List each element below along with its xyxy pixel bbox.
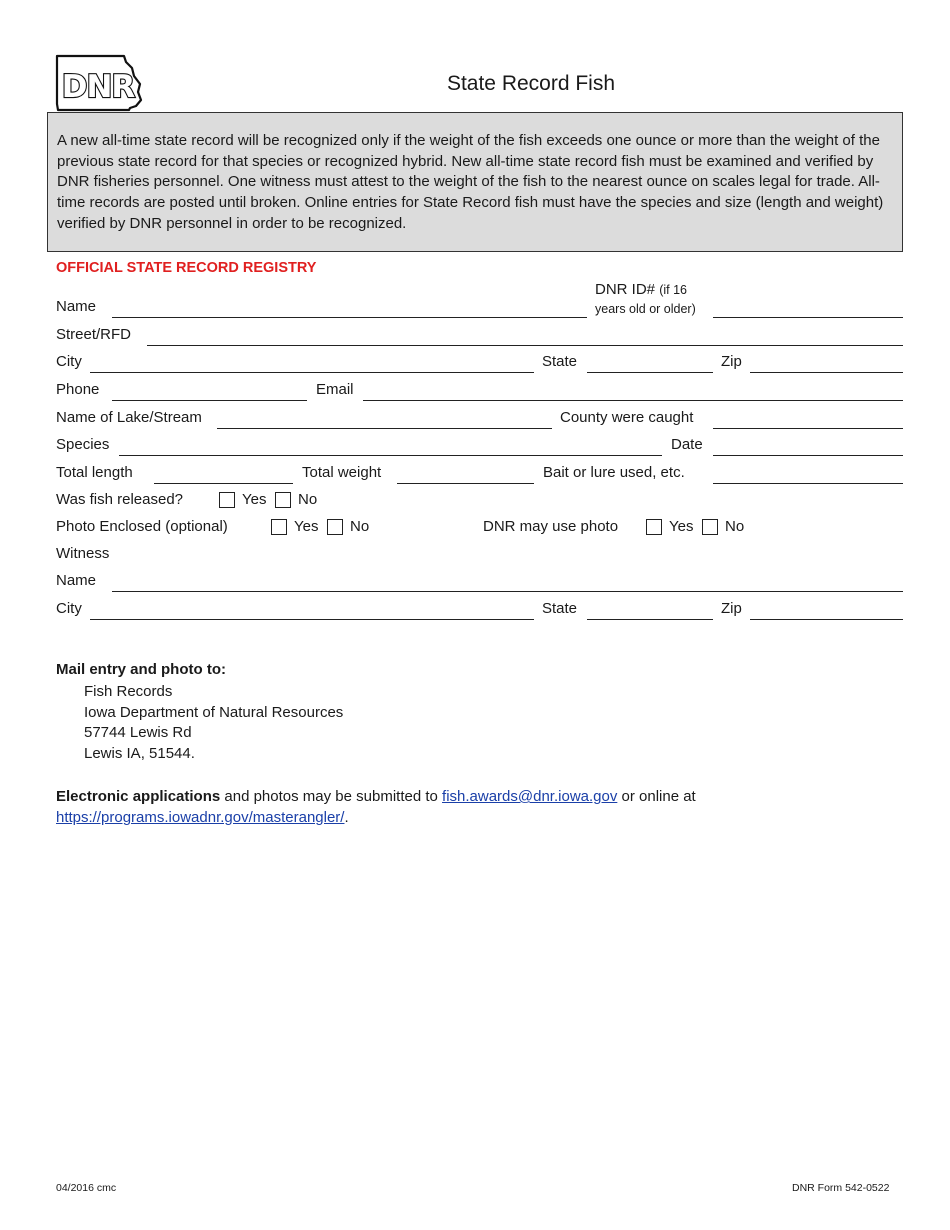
electronic-applications: Electronic applications and photos may be submitted to fish.awards@dnr.iowa.gov or online at https://programs.iowadnr.gov/masterangler/. [56, 788, 696, 826]
name-label: Name [56, 298, 97, 315]
released-yes-label: Yes [242, 491, 267, 508]
state-field[interactable] [587, 372, 713, 373]
dnr-use-photo-no-checkbox[interactable] [702, 519, 718, 535]
county-field[interactable] [713, 428, 903, 429]
mail-address-line: 57744 Lewis Rd [84, 724, 192, 741]
dnr-use-photo-no-label: No [725, 518, 745, 535]
street-label: Street/RFD [56, 326, 132, 343]
witness-zip-field[interactable] [750, 619, 903, 620]
zip-field[interactable] [750, 372, 903, 373]
bait-label: Bait or lure used, etc. [543, 464, 685, 481]
bait-field[interactable] [713, 483, 903, 484]
witness-city-field[interactable] [90, 619, 534, 620]
species-label: Species [56, 436, 110, 453]
dnr-id-field[interactable] [713, 317, 903, 318]
dnr-use-photo-label: DNR may use photo [483, 518, 619, 535]
released-no-label: No [298, 491, 318, 508]
photo-enclosed-no-label: No [350, 518, 370, 535]
mail-address-line: Fish Records [84, 683, 173, 700]
photo-enclosed-no-checkbox[interactable] [327, 519, 343, 535]
email-link[interactable]: fish.awards@dnr.iowa.gov [442, 788, 618, 805]
online-link[interactable]: https://programs.iowadnr.gov/masterangler/ [56, 809, 345, 826]
witness-heading: Witness [56, 545, 110, 562]
released-yes-checkbox[interactable] [219, 492, 235, 508]
registry-heading: OFFICIAL STATE RECORD REGISTRY [56, 260, 317, 276]
footer-form-number: DNR Form 542-0522 [792, 1182, 890, 1194]
mail-address-line: Iowa Department of Natural Resources [84, 704, 344, 721]
witness-state-label: State [542, 600, 578, 617]
mail-heading: Mail entry and photo to: [56, 661, 226, 678]
email-field[interactable] [363, 400, 903, 401]
total-length-field[interactable] [154, 483, 293, 484]
lake-field[interactable] [217, 428, 552, 429]
total-length-label: Total length [56, 464, 133, 481]
photo-enclosed-yes-label: Yes [294, 518, 319, 535]
name-field[interactable] [112, 317, 587, 318]
released-label: Was fish released? [56, 491, 184, 508]
released-no-checkbox[interactable] [275, 492, 291, 508]
email-label: Email [316, 381, 354, 398]
dnr-use-photo-yes-label: Yes [669, 518, 694, 535]
city-label: City [56, 353, 82, 370]
photo-enclosed-label: Photo Enclosed (optional) [56, 518, 228, 535]
total-weight-field[interactable] [397, 483, 534, 484]
date-label: Date [671, 436, 703, 453]
witness-name-label: Name [56, 572, 97, 589]
street-field[interactable] [147, 345, 903, 346]
footer-date: 04/2016 cmc [56, 1182, 117, 1194]
city-field[interactable] [90, 372, 534, 373]
page-title: State Record Fish [446, 72, 616, 95]
zip-label: Zip [721, 353, 742, 370]
dnr-id-note: years old or older) [595, 302, 696, 316]
total-weight-label: Total weight [302, 464, 382, 481]
svg-text:DNR: DNR [61, 69, 135, 105]
species-field[interactable] [119, 455, 662, 456]
photo-enclosed-yes-checkbox[interactable] [271, 519, 287, 535]
phone-label: Phone [56, 381, 100, 398]
lake-label: Name of Lake/Stream [56, 409, 202, 426]
witness-zip-label: Zip [721, 600, 742, 617]
witness-state-field[interactable] [587, 619, 713, 620]
mail-address-line: Lewis IA, 51544. [84, 745, 195, 762]
record-notice: A new all-time state record will be recognized only if the weight of the fish exceeds one ounce or more than the weight of the previous state record for that species or recognized hybrid. New all-time state record fish must be examined and verified by DNR fisheries personnel. One witness must attest to the weight of the fish to the nearest ounce on scales legal for trade. All-time records are posted until broken. Online entries for State Record fish must have the species and size (length and weight) verified by DNR personnel in order to be recognized. [47, 112, 903, 252]
state-label: State [542, 353, 578, 370]
dnr-use-photo-yes-checkbox[interactable] [646, 519, 662, 535]
phone-field[interactable] [112, 400, 307, 401]
witness-city-label: City [56, 600, 82, 617]
date-field[interactable] [713, 455, 903, 456]
witness-name-field[interactable] [112, 591, 903, 592]
county-label: County were caught [560, 409, 694, 426]
dnr-id-label: DNR ID# (if 16 [595, 281, 687, 298]
